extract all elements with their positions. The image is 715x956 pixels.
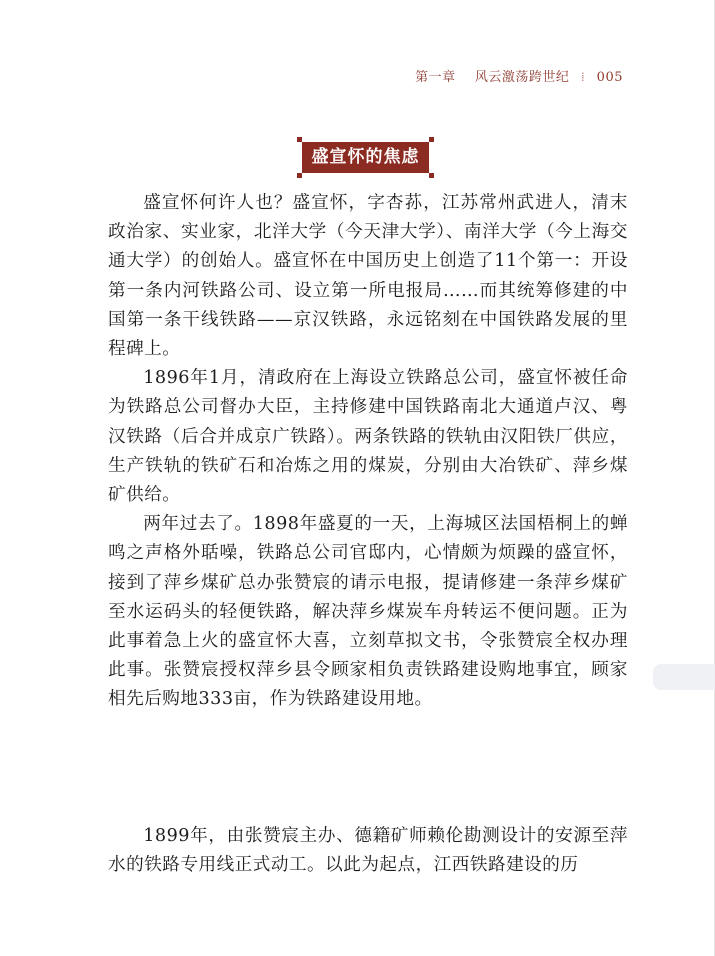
running-head [415, 66, 623, 85]
section-title-box [300, 140, 431, 175]
corner-ornament [429, 173, 434, 178]
chapter-number: 第一章 [415, 70, 456, 85]
paragraph: 1896年1月，清政府在上海设立铁路总公司，盛宣怀被任命为铁路总公司督办大臣，主持修建中国铁路南北大通道卢汉、粤汉铁路（后合并成京广铁路）。两条铁路的铁轨由汉阳铁厂供应，生产铁轨的铁矿石和冶炼之用的煤炭，分别由大冶铁矿、萍乡煤矿供给。 [108, 368, 628, 506]
body-text-continued [108, 822, 628, 880]
page-number: 005 [596, 70, 623, 85]
section-title: 盛宣怀的焦虑 [300, 140, 431, 175]
header-separator: ⁞ [580, 70, 586, 85]
side-tab-handle[interactable] [653, 664, 715, 690]
paragraph: 盛宣怀何许人也？盛宣怀，字杏荪，江苏常州武进人，清末政治家、实业家，北洋大学（今天津大学）、南洋大学（今上海交通大学）的创始人。盛宣怀在中国历史上创造了11个第一：开设第一条内河铁路公司、设立第一所电报局……而其统筹修建的中国第一条干线铁路——京汉铁路，永远铭刻在中国铁路发展的里程碑上。 [108, 193, 628, 360]
corner-ornament [297, 173, 302, 178]
paragraph: 两年过去了。1898年盛夏的一天，上海城区法国梧桐上的蝉鸣之声格外聒噪，铁路总公司官邸内，心情颇为烦躁的盛宣怀，接到了萍乡煤矿总办张赞宸的请示电报，提请修建一条萍乡煤矿至水运码头的轻便铁路，解决萍乡煤炭车舟转运不便问题。正为此事着急上火的盛宣怀大喜，立刻草拟文书，令张赞宸全权办理此事。张赞宸授权萍乡县令顾家相负责铁路建设购地事宜，顾家相先后购地333亩，作为铁路建设用地。 [108, 514, 628, 710]
corner-ornament [429, 137, 434, 142]
corner-ornament [297, 137, 302, 142]
chapter-title: 风云激荡跨世纪 [474, 70, 570, 85]
body-text [108, 189, 628, 715]
paragraph: 1899年，由张赞宸主办、德籍矿师赖伦勘测设计的安源至萍水的铁路专用线正式动工。以此为起点，江西铁路建设的历 [108, 826, 628, 876]
